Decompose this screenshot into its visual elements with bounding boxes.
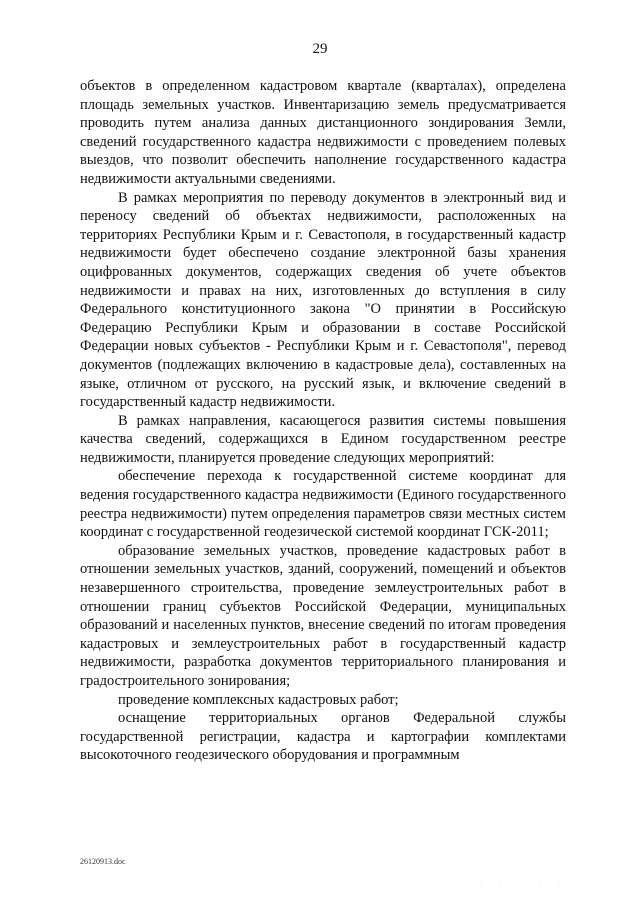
list-item-complex-cadastral-works: проведение комплексных кадастровых работ;	[118, 691, 399, 708]
page-number: 29	[312, 41, 328, 57]
paragraph-continuation: объектов в определенном кадастровом квартале (кварталах), определена площадь земельных участков. Инвентаризацию земель предусматривается проводить путем анализа данных дистанционного зондирования Земли, сведений государственного кадастра недвижимости с проведением полевых выездов, что позволит обеспечить наполнение государственного кадастра недвижимости актуальными сведениями.	[80, 78, 566, 187]
paragraph-document-digitization: В рамках мероприятия по переводу документов в электронный вид и переносу сведений об объектах недвижимости, расположенных на территориях Республики Крым и г. Севастополя, в государственный кадастр недвижимости будет обеспечено создание электронной базы хранения оцифрованных документов, содержащих сведения об учете объектов недвижимости и правах на них, изготовленных до вступления в силу Федерального конституционного закона "О принятии в Российскую Федерацию Республики Крым и образовании в составе Российской Федерации новых субъектов - Республики Крым и г. Севастополя", перевод документов (подлежащих включению в кадастровые дела), составленных на языке, отличном от русского, на русский язык, и включение сведений в государственный кадастр недвижимости.	[80, 189, 566, 411]
document-body	[80, 77, 566, 765]
list-item-equipment: оснащение территориальных органов Федеральной службы государственной регистрации, кадастра и картографии комплектами высокоточного геодезического оборудования и программным	[80, 710, 566, 764]
list-item-land-plots: образование земельных участков, проведение кадастровых работ в отношении земельных участков, зданий, сооружений, помещений и объектов незавершенного строительства, проведение землеустроительных работ в отношении границ субъектов Российской Федерации, муниципальных образований и населенных пунктов, внесение сведений по итогам проведения кадастровых и землеустроительных работ в государственный кадастр недвижимости, разработка документов территориального планирования и градостроительного зонирования;	[80, 542, 566, 689]
list-item-coordinate-system: обеспечение перехода к государственной системе координат для ведения государственного кадастра недвижимости (Единого государственного реестра недвижимости) путем определения параметров связи местных систем координат с государственной геодезической системой координат ГСК-2011;	[80, 468, 566, 541]
paragraph-quality-improvement: В рамках направления, касающегося развития системы повышения качества сведений, содержащихся в Едином государственном реестре недвижимости, планируется проведение следующих мероприятий:	[80, 412, 566, 466]
footer-document-code: 26120913.doc	[80, 857, 126, 866]
scan-artifact: · · · · · · · ·	[480, 880, 627, 886]
